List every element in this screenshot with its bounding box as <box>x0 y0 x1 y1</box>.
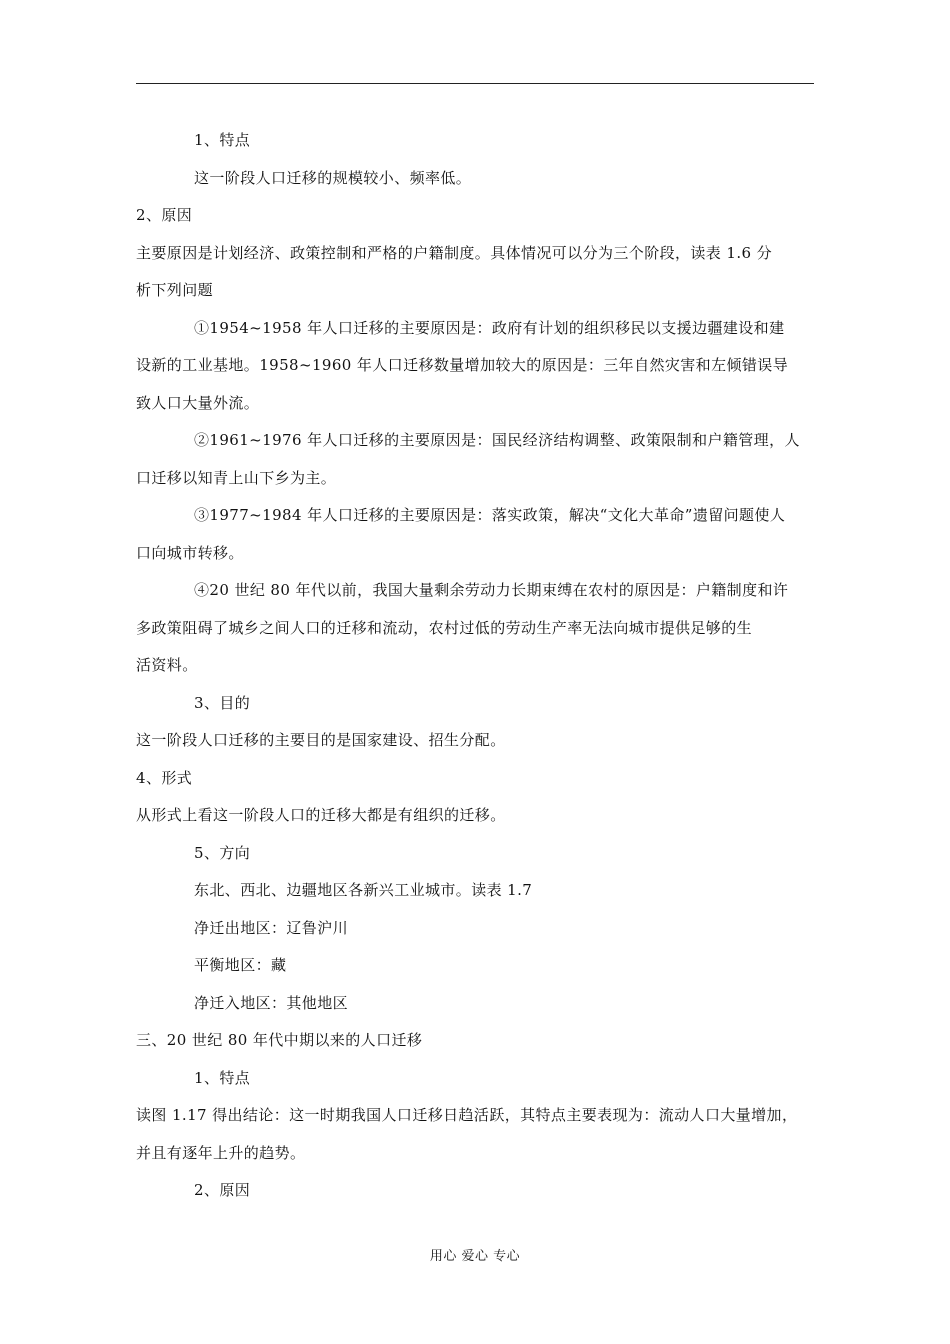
text-line: 设新的工业基地。1958~1960 年人口迁移数量增加较大的原因是：三年自然灾害和左倾错误导 <box>136 356 789 374</box>
text-line: 读图 1.17 得出结论：这一时期我国人口迁移日趋活跃，其特点主要表现为：流动人口大量增加， <box>136 1106 798 1124</box>
text-line: 主要原因是计划经济、政策控制和严格的户籍制度。具体情况可以分为三个阶段，读表 1.6 分 <box>136 243 772 262</box>
text-line: 5、方向 <box>194 843 251 862</box>
text-line: 并且有逐年上升的趋势。 <box>136 1143 306 1162</box>
text-line: ④20 世纪 80 年代以前，我国大量剩余劳动力长期束缚在农村的原因是：户籍制度和许 <box>194 581 789 599</box>
text-line: ①1954~1958 年人口迁移的主要原因是：政府有计划的组织移民以支援边疆建设和建 <box>194 318 785 337</box>
text-line: 析下列问题 <box>136 281 214 299</box>
text-line: 口迁移以知青上山下乡为主。 <box>136 468 337 487</box>
text-line: 平衡地区：藏 <box>194 956 287 974</box>
text-line: 3、目的 <box>194 693 251 712</box>
text-line: 1、特点 <box>194 1068 251 1087</box>
text-line: 这一阶段人口迁移的主要目的是国家建设、招生分配。 <box>136 731 506 749</box>
text-line: 东北、西北、边疆地区各新兴工业城市。读表 1.7 <box>194 881 533 899</box>
text-line: 致人口大量外流。 <box>136 393 260 412</box>
text-line: 活资料。 <box>136 656 198 674</box>
text-line: ②1961~1976 年人口迁移的主要原因是：国民经济结构调整、政策限制和户籍管理，人 <box>194 431 800 449</box>
text-line: 口向城市转移。 <box>136 543 244 562</box>
text-line: 1、特点 <box>194 131 251 149</box>
text-line: 这一阶段人口迁移的规模较小、频率低。 <box>194 168 472 187</box>
text-line: 净迁出地区：辽鲁沪川 <box>194 918 349 937</box>
text-line: 多政策阻碍了城乡之间人口的迁移和流动，农村过低的劳动生产率无法向城市提供足够的生 <box>136 618 753 637</box>
page-footer: 用心 爱心 专心 <box>429 1249 521 1264</box>
text-line: 4、形式 <box>136 768 193 787</box>
text-line: 从形式上看这一阶段人口的迁移大都是有组织的迁移。 <box>136 806 506 824</box>
text-line: 净迁入地区：其他地区 <box>194 993 349 1012</box>
text-line: 2、原因 <box>136 206 193 224</box>
document-body <box>136 122 816 1210</box>
text-line: 三、20 世纪 80 年代中期以来的人口迁移 <box>136 1031 423 1049</box>
text-line: ③1977~1984 年人口迁移的主要原因是：落实政策，解决“文化大革命”遗留问题使人 <box>194 506 786 524</box>
text-line: 2、原因 <box>194 1181 251 1199</box>
header-rule <box>136 83 814 84</box>
